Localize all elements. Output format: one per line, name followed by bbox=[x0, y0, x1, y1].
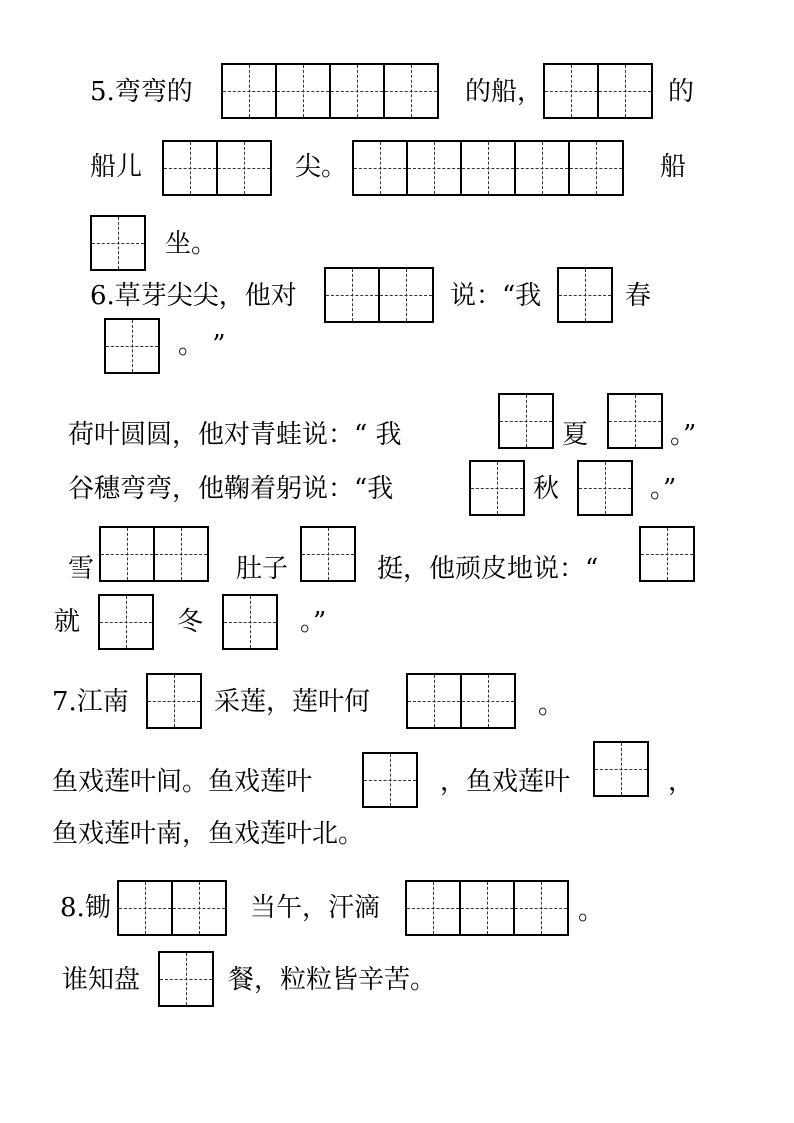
q7-blank-4[interactable] bbox=[593, 741, 647, 797]
q6-text-10: 。” bbox=[650, 474, 677, 504]
q8-blank-1[interactable] bbox=[117, 880, 225, 936]
q8-blank-2[interactable] bbox=[405, 880, 567, 936]
q6-text-11: 雪 bbox=[68, 554, 95, 584]
q6-blank-9[interactable] bbox=[300, 526, 354, 582]
q6-text-9: 秋 bbox=[533, 474, 560, 504]
q5-blank-5[interactable] bbox=[90, 215, 144, 271]
tian-grid-box[interactable] bbox=[171, 880, 227, 936]
tian-grid-box[interactable] bbox=[329, 63, 385, 119]
q7-text-6: ， bbox=[668, 767, 695, 797]
q7-text-2: 采莲，莲叶何 bbox=[214, 687, 371, 717]
q6-text-6: 夏 bbox=[562, 420, 589, 450]
tian-grid-box[interactable] bbox=[514, 140, 570, 196]
tian-grid-box[interactable] bbox=[543, 63, 599, 119]
tian-grid-box[interactable] bbox=[158, 951, 214, 1007]
q5-text-1: 5.弯弯的 bbox=[90, 77, 193, 107]
q5-text-7: 坐。 bbox=[165, 229, 218, 259]
tian-grid-box[interactable] bbox=[221, 63, 277, 119]
q6-blank-12[interactable] bbox=[222, 594, 276, 650]
q6-blank-3[interactable] bbox=[104, 318, 158, 374]
q5-text-3: 的 bbox=[668, 77, 695, 107]
q6-text-2: 说：“我 bbox=[450, 281, 542, 311]
tian-grid-box[interactable] bbox=[146, 673, 202, 729]
tian-grid-box[interactable] bbox=[90, 215, 146, 271]
tian-grid-box[interactable] bbox=[557, 267, 613, 323]
q7-text-4: 鱼戏莲叶间。鱼戏莲叶 bbox=[52, 767, 313, 797]
tian-grid-box[interactable] bbox=[405, 880, 461, 936]
tian-grid-box[interactable] bbox=[513, 880, 569, 936]
tian-grid-box[interactable] bbox=[469, 460, 525, 516]
q6-text-7: 。” bbox=[670, 420, 697, 450]
q7-blank-2[interactable] bbox=[406, 673, 514, 729]
tian-grid-box[interactable] bbox=[378, 267, 434, 323]
q6-text-13: 挺，他顽皮地说：“ bbox=[377, 554, 599, 584]
tian-grid-box[interactable] bbox=[117, 880, 173, 936]
q6-text-15: 冬 bbox=[177, 607, 204, 637]
q6-text-14: 就 bbox=[54, 607, 81, 637]
q5-blank-1[interactable] bbox=[221, 63, 437, 119]
tian-grid-box[interactable] bbox=[460, 673, 516, 729]
tian-grid-box[interactable] bbox=[577, 460, 633, 516]
cut-off-text-fragment bbox=[50, 855, 390, 865]
q8-text-4: 谁知盘 bbox=[62, 965, 141, 995]
tian-grid-box[interactable] bbox=[362, 752, 418, 808]
q7-blank-3[interactable] bbox=[362, 752, 416, 808]
q5-text-5: 尖。 bbox=[295, 152, 348, 182]
q6-blank-8[interactable] bbox=[99, 526, 207, 582]
q7-blank-1[interactable] bbox=[146, 673, 200, 729]
tian-grid-box[interactable] bbox=[607, 393, 663, 449]
tian-grid-box[interactable] bbox=[568, 140, 624, 196]
q5-blank-2[interactable] bbox=[543, 63, 651, 119]
tian-grid-box[interactable] bbox=[406, 140, 462, 196]
q8-blank-3[interactable] bbox=[158, 951, 212, 1007]
q7-text-5: ，鱼戏莲叶 bbox=[440, 767, 571, 797]
q6-blank-6[interactable] bbox=[469, 460, 523, 516]
tian-grid-box[interactable] bbox=[99, 526, 155, 582]
tian-grid-box[interactable] bbox=[104, 318, 160, 374]
tian-grid-box[interactable] bbox=[324, 267, 380, 323]
q6-blank-2[interactable] bbox=[557, 267, 611, 323]
q6-text-1: 6.草芽尖尖，他对 bbox=[90, 281, 297, 311]
q8-text-5: 餐，粒粒皆辛苦。 bbox=[228, 965, 437, 995]
q6-text-5: 荷叶圆圆，他对青蛙说：“ 我 bbox=[68, 420, 402, 450]
q7-text-1: 7.江南 bbox=[52, 687, 129, 717]
q5-blank-3[interactable] bbox=[162, 140, 270, 196]
q6-text-16: 。” bbox=[300, 607, 327, 637]
q8-text-1: 8.锄 bbox=[60, 893, 111, 923]
tian-grid-box[interactable] bbox=[275, 63, 331, 119]
tian-grid-box[interactable] bbox=[98, 594, 154, 650]
q6-blank-4[interactable] bbox=[498, 393, 552, 449]
tian-grid-box[interactable] bbox=[639, 526, 695, 582]
tian-grid-box[interactable] bbox=[300, 526, 356, 582]
q6-blank-1[interactable] bbox=[324, 267, 432, 323]
q6-text-12: 肚子 bbox=[236, 554, 289, 584]
q6-blank-10[interactable] bbox=[639, 526, 693, 582]
tian-grid-box[interactable] bbox=[162, 140, 218, 196]
q5-blank-4[interactable] bbox=[352, 140, 622, 196]
tian-grid-box[interactable] bbox=[222, 594, 278, 650]
q7-text-3: 。 bbox=[538, 690, 565, 720]
q8-text-3: 。 bbox=[578, 896, 605, 926]
q7-text-7: 鱼戏莲叶南，鱼戏莲叶北。 bbox=[52, 819, 365, 849]
q5-text-4: 船儿 bbox=[90, 152, 143, 182]
q8-text-2: 当午，汗滴 bbox=[250, 893, 381, 923]
tian-grid-box[interactable] bbox=[460, 140, 516, 196]
tian-grid-box[interactable] bbox=[352, 140, 408, 196]
q6-blank-7[interactable] bbox=[577, 460, 631, 516]
tian-grid-box[interactable] bbox=[216, 140, 272, 196]
tian-grid-box[interactable] bbox=[597, 63, 653, 119]
tian-grid-box[interactable] bbox=[153, 526, 209, 582]
q5-text-2: 的船， bbox=[465, 77, 544, 107]
tian-grid-box[interactable] bbox=[498, 393, 554, 449]
tian-grid-box[interactable] bbox=[383, 63, 439, 119]
tian-grid-box[interactable] bbox=[459, 880, 515, 936]
q6-blank-5[interactable] bbox=[607, 393, 661, 449]
q6-text-8: 谷穗弯弯，他鞠着躬说：“我 bbox=[68, 474, 394, 504]
q5-text-6: 船 bbox=[660, 152, 687, 182]
q6-blank-11[interactable] bbox=[98, 594, 152, 650]
q6-text-3: 春 bbox=[625, 281, 652, 311]
q6-text-4: 。 ” bbox=[178, 330, 226, 360]
tian-grid-box[interactable] bbox=[406, 673, 462, 729]
tian-grid-box[interactable] bbox=[593, 741, 649, 797]
